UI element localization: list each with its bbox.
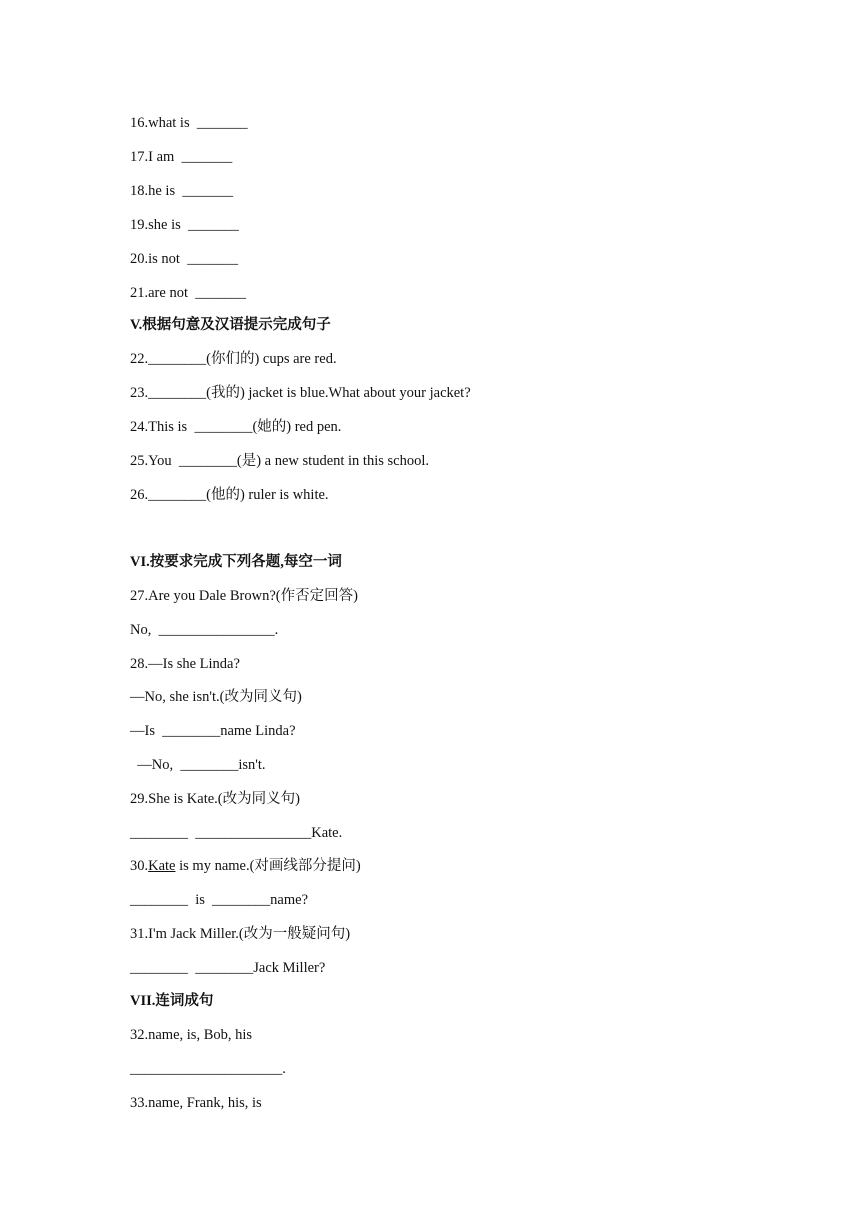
question-31: 31.I'm Jack Miller.(改为一般疑问句) <box>130 926 351 942</box>
question-29-answer: ________ ________________Kate. <box>130 825 343 841</box>
question-28-line-2: —No, she isn't.(改为同义句) <box>130 689 302 705</box>
question-31-answer: ________ ________Jack Miller? <box>130 960 326 976</box>
section-v-heading: V.根据句意及汉语提示完成句子 <box>130 317 331 333</box>
question-22: 22.________(你们的) cups are red. <box>130 351 337 367</box>
question-19: 19.she is _______ <box>130 217 239 233</box>
question-16: 16.what is _______ <box>130 115 248 131</box>
section-vi-heading: VI.按要求完成下列各题,每空一词 <box>130 554 342 570</box>
question-17: 17.I am _______ <box>130 149 233 165</box>
question-32: 32.name, is, Bob, his <box>130 1027 253 1043</box>
question-28-answer-1: —Is ________name Linda? <box>130 723 296 739</box>
question-20: 20.is not _______ <box>130 251 238 267</box>
question-21: 21.are not _______ <box>130 285 246 301</box>
question-30-text: is my name.(对画线部分提问) <box>175 858 361 874</box>
question-28: 28.—Is she Linda? <box>130 656 240 672</box>
question-30-underlined-word: Kate <box>148 858 176 874</box>
question-29: 29.She is Kate.(改为同义句) <box>130 791 300 807</box>
question-30 <box>130 857 361 875</box>
section-vii-heading: VII.连词成句 <box>130 993 214 1009</box>
question-32-answer: _____________________. <box>130 1061 286 1077</box>
question-26: 26.________(他的) ruler is white. <box>130 487 329 503</box>
question-27: 27.Are you Dale Brown?(作否定回答) <box>130 588 358 604</box>
question-28-answer-2: —No, ________isn't. <box>130 757 266 773</box>
question-24: 24.This is ________(她的) red pen. <box>130 419 342 435</box>
question-30-answer: ________ is ________name? <box>130 892 309 908</box>
question-33: 33.name, Frank, his, is <box>130 1095 262 1111</box>
question-18: 18.he is _______ <box>130 183 234 199</box>
question-30-number: 30. <box>130 858 149 874</box>
question-25: 25.You ________(是) a new student in this school. <box>130 453 429 469</box>
question-23: 23.________(我的) jacket is blue.What about your jacket? <box>130 385 471 401</box>
question-27-answer: No, ________________. <box>130 622 279 638</box>
